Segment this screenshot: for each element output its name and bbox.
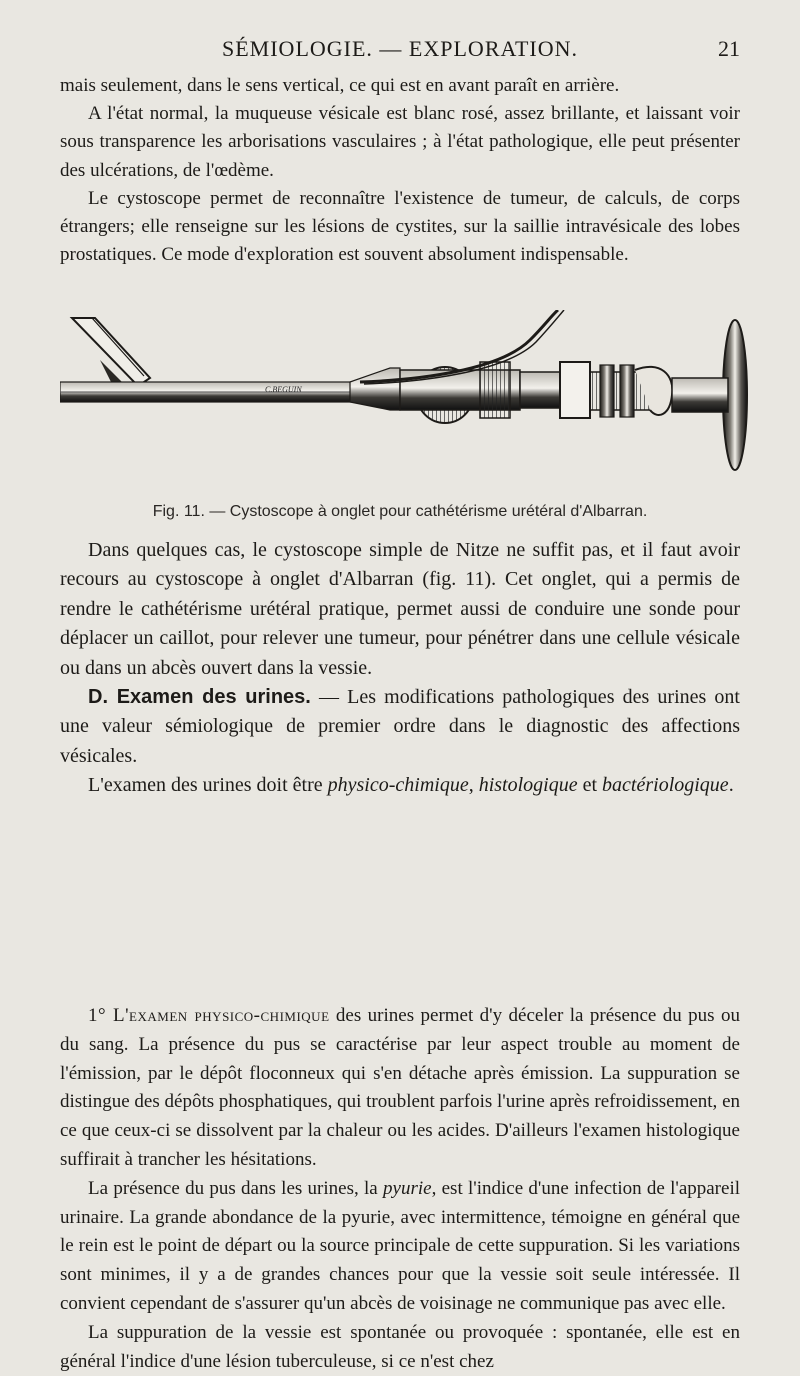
paragraph-pyurie [60, 1175, 740, 1319]
paragraph-examen-urines [60, 683, 740, 771]
term-pyurie: pyurie [383, 1177, 432, 1199]
paragraph-text: des urines permet d'y déceler la présence du pus ou du sang. La présence du pus se caractérise par leur aspect trouble au moment de l'émission, par le dépôt floconneux qui s'en détache après émission. La suppuration se distingue des dépôts phosphatiques, qui troublent parfois l'urine après refroidissement, en ce que ceux-ci se dissolvent par la chaleur ou les acides. D'ailleurs l'examen histologique suffirait à trancher les hésitations. [60, 1005, 740, 1170]
text-fragment: La présence du pus dans les urines, la [88, 1177, 384, 1199]
text-fragment: . [728, 774, 734, 797]
text-fragment: et [577, 774, 603, 797]
page-header [60, 36, 740, 66]
cystoscope-illustration [60, 310, 750, 500]
intro-paragraph-2: A l'état normal, la muqueuse vésicale est blanc rosé, assez brillante, et laissant voir sous transparence les arborisations vasculaires ; à l'état pathologique, elle peut présenter des ulcérations, de l'œdème. [60, 103, 740, 181]
paragraph-examen-physico-chimique [60, 1002, 740, 1175]
intro-paragraph-3: Le cystoscope permet de reconnaître l'existence de tumeur, de calculs, de corps étrangers; elle renseigne sur les lésions de cystites, sur la saillie intravésicale des lobes prostatiques. Ce mode d'exploration est souvent absolument indispensable. [60, 187, 740, 266]
text-fragment: , [468, 774, 479, 797]
term-histologique: histologique [478, 774, 578, 797]
paragraph-types-examen [60, 771, 740, 800]
section-heading-examen-urines: D. Examen des urines. [88, 686, 311, 709]
engraver-signature: C.BEGUIN [265, 385, 302, 394]
running-title: SÉMIOLOGIE. — EXPLORATION. [222, 36, 578, 61]
paragraph-albarran: Dans quelques cas, le cystoscope simple de Nitze ne suffit pas, et il faut avoir recours au cystoscope à onglet d'Albarran (fig. 11). Cet onglet, qui a permis de rendre le cathétérisme urétéral pratique, permet aussi de conduire une sonde pour déplacer un caillot, pour relever une tumeur, pour pénétrer dans une cellule vésicale ou dans un abcès ouvert dans la vessie. [60, 539, 740, 679]
figure-caption: Fig. 11. — Cystoscope à onglet pour cathétérisme urétéral d'Albarran. [152, 503, 648, 520]
body-text [60, 536, 740, 801]
text-fragment: , est l'indice d'une infection de l'appareil urinaire. La grande abondance de la pyurie, avec intermittence, témoigne en général que le rein est le point de départ ou la source principale de cette suppuration. Si les variations sont minimes, il y a de grandes chances pour que la vessie soit seule intéressée. Il convient cependant de s'assurer qu'un abcès de voisinage ne communique pas avec elle. [60, 1177, 740, 1314]
term-physico-chimique: physico-chimique [327, 774, 469, 797]
intro-text [60, 72, 740, 269]
paragraph-examen-urines-text: — Les modifications pathologiques des urines ont une valeur sémiologique de premier ordre dans le diagnostic des affections vésicales. [60, 686, 740, 767]
intro-paragraph-1: mais seulement, dans le sens vertical, ce qui est en avant paraît en arrière. [60, 75, 620, 96]
page-number: 21 [718, 36, 740, 61]
eyepiece-housing [560, 362, 590, 418]
body-text-continued [60, 1002, 740, 1376]
subheading-examen-physico-chimique: 1° L'examen physico-chimique [88, 1005, 330, 1026]
paragraph-suppuration: La suppuration de la vessie est spontanée ou provoquée : spontanée, elle est en général l'indice d'une lésion tuberculeuse, si ce n'est chez [60, 1321, 740, 1372]
term-bacteriologique: bactériologique [602, 774, 729, 797]
text-fragment: L'examen des urines doit être [88, 774, 328, 797]
